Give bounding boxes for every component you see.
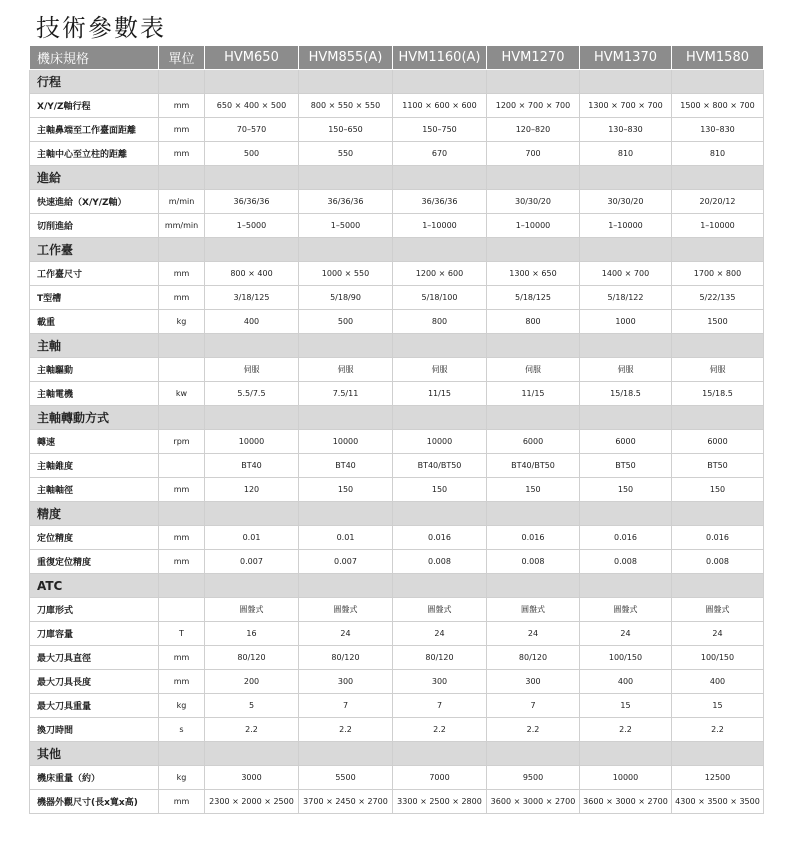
category-cell: [299, 166, 393, 190]
spec-value: 5: [205, 694, 299, 718]
spec-label: 轉速: [30, 430, 159, 454]
category-cell: [205, 406, 299, 430]
spec-value: 150: [580, 478, 672, 502]
category-label: 其他: [30, 742, 159, 766]
category-cell: [580, 70, 672, 94]
spec-label: 切削進給: [30, 214, 159, 238]
spec-unit: mm: [159, 646, 205, 670]
spec-value: 800: [487, 310, 580, 334]
spec-value: 2.2: [580, 718, 672, 742]
spec-unit: [159, 358, 205, 382]
spec-value: 400: [580, 670, 672, 694]
category-cell: [393, 502, 487, 526]
spec-value: 7000: [393, 766, 487, 790]
spec-value: 6000: [487, 430, 580, 454]
spec-value: 1100 × 600 × 600: [393, 94, 487, 118]
spec-unit: kw: [159, 382, 205, 406]
spec-value: 0.016: [487, 526, 580, 550]
category-cell: [393, 166, 487, 190]
spec-value: 24: [299, 622, 393, 646]
spec-label: 換刀時間: [30, 718, 159, 742]
spec-value: 0.01: [205, 526, 299, 550]
spec-value: 6000: [672, 430, 764, 454]
category-cell: [299, 70, 393, 94]
spec-label: 刀庫容量: [30, 622, 159, 646]
spec-value: 150: [672, 478, 764, 502]
category-cell: [580, 166, 672, 190]
spec-value: 800 × 400: [205, 262, 299, 286]
category-cell: [580, 742, 672, 766]
spec-value: 11/15: [487, 382, 580, 406]
table-body: [30, 70, 764, 814]
table-row: [30, 118, 764, 142]
spec-value: 24: [393, 622, 487, 646]
category-row: [30, 574, 764, 598]
spec-label: 主軸錐度: [30, 454, 159, 478]
spec-value: 650 × 400 × 500: [205, 94, 299, 118]
spec-value: 圓盤式: [580, 598, 672, 622]
category-cell: [393, 742, 487, 766]
table-row: [30, 142, 764, 166]
spec-value: 0.008: [672, 550, 764, 574]
spec-value: 5/18/122: [580, 286, 672, 310]
spec-label: T型槽: [30, 286, 159, 310]
spec-label: 重復定位精度: [30, 550, 159, 574]
category-cell: [487, 334, 580, 358]
category-cell: [299, 406, 393, 430]
spec-value: 670: [393, 142, 487, 166]
table-row: [30, 358, 764, 382]
spec-value: 伺服: [393, 358, 487, 382]
spec-value: 5/18/125: [487, 286, 580, 310]
category-cell: [159, 502, 205, 526]
category-cell: [672, 70, 764, 94]
spec-value: 400: [205, 310, 299, 334]
spec-value: 150–750: [393, 118, 487, 142]
spec-value: 1–10000: [393, 214, 487, 238]
spec-value: 圓盤式: [393, 598, 487, 622]
spec-value: 9500: [487, 766, 580, 790]
category-row: [30, 502, 764, 526]
spec-label: 最大刀具直徑: [30, 646, 159, 670]
spec-value: 0.016: [580, 526, 672, 550]
spec-value: 120: [205, 478, 299, 502]
spec-value: 6000: [580, 430, 672, 454]
spec-value: BT50: [580, 454, 672, 478]
spec-value: 30/30/20: [580, 190, 672, 214]
category-cell: [487, 574, 580, 598]
header-model: HVM1160(A): [393, 46, 487, 70]
spec-value: 36/36/36: [393, 190, 487, 214]
spec-unit: mm: [159, 526, 205, 550]
header-model: HVM650: [205, 46, 299, 70]
table-row: [30, 190, 764, 214]
category-cell: [672, 574, 764, 598]
spec-value: 24: [487, 622, 580, 646]
spec-unit: T: [159, 622, 205, 646]
category-row: [30, 406, 764, 430]
spec-value: 7: [487, 694, 580, 718]
spec-value: 0.016: [393, 526, 487, 550]
spec-value: 80/120: [205, 646, 299, 670]
spec-label: 最大刀具重量: [30, 694, 159, 718]
category-cell: [159, 574, 205, 598]
spec-unit: m/min: [159, 190, 205, 214]
spec-value: 500: [299, 310, 393, 334]
spec-unit: mm: [159, 118, 205, 142]
spec-value: 15/18.5: [580, 382, 672, 406]
spec-value: 1–5000: [299, 214, 393, 238]
header-model: HVM1270: [487, 46, 580, 70]
spec-value: BT40/BT50: [393, 454, 487, 478]
spec-label: 主軸鼻端至工作臺面距離: [30, 118, 159, 142]
category-cell: [159, 70, 205, 94]
spec-value: 15: [672, 694, 764, 718]
category-label: ATC: [30, 574, 159, 598]
spec-value: 伺服: [672, 358, 764, 382]
spec-value: 7: [393, 694, 487, 718]
spec-value: 1300 × 700 × 700: [580, 94, 672, 118]
table-row: [30, 622, 764, 646]
spec-label: 機床重量（約）: [30, 766, 159, 790]
spec-value: 1500 × 800 × 700: [672, 94, 764, 118]
category-row: [30, 334, 764, 358]
spec-unit: mm: [159, 790, 205, 814]
category-cell: [672, 166, 764, 190]
spec-value: 0.016: [672, 526, 764, 550]
spec-value: 15: [580, 694, 672, 718]
spec-value: 500: [205, 142, 299, 166]
spec-unit: mm: [159, 262, 205, 286]
spec-value: 30/30/20: [487, 190, 580, 214]
spec-value: BT40: [299, 454, 393, 478]
category-cell: [205, 70, 299, 94]
header-model: HVM855(A): [299, 46, 393, 70]
category-cell: [393, 406, 487, 430]
spec-value: 10000: [205, 430, 299, 454]
spec-unit: mm: [159, 142, 205, 166]
spec-value: 300: [299, 670, 393, 694]
spec-value: 2.2: [393, 718, 487, 742]
spec-value: 1200 × 600: [393, 262, 487, 286]
table-row: [30, 382, 764, 406]
spec-value: 150: [393, 478, 487, 502]
spec-value: 70–570: [205, 118, 299, 142]
spec-label: 機器外觀尺寸(長x寬x高): [30, 790, 159, 814]
category-cell: [205, 238, 299, 262]
spec-value: 300: [393, 670, 487, 694]
category-cell: [487, 742, 580, 766]
spec-value: BT40: [205, 454, 299, 478]
category-cell: [580, 334, 672, 358]
category-cell: [580, 406, 672, 430]
spec-value: 5/18/90: [299, 286, 393, 310]
header-model: HVM1370: [580, 46, 672, 70]
spec-value: 810: [672, 142, 764, 166]
spec-value: 3300 × 2500 × 2800: [393, 790, 487, 814]
spec-value: 7: [299, 694, 393, 718]
spec-label: 工作臺尺寸: [30, 262, 159, 286]
spec-value: 1–10000: [672, 214, 764, 238]
spec-value: 1700 × 800: [672, 262, 764, 286]
page-title: 技術參數表: [36, 14, 166, 42]
spec-unit: mm: [159, 94, 205, 118]
spec-value: 伺服: [299, 358, 393, 382]
category-cell: [393, 70, 487, 94]
spec-value: 0.007: [205, 550, 299, 574]
spec-value: 150: [487, 478, 580, 502]
spec-unit: [159, 454, 205, 478]
spec-value: 0.008: [487, 550, 580, 574]
spec-unit: mm/min: [159, 214, 205, 238]
category-cell: [580, 502, 672, 526]
table-row: [30, 262, 764, 286]
category-cell: [487, 502, 580, 526]
spec-value: 1000: [580, 310, 672, 334]
spec-value: 24: [580, 622, 672, 646]
spec-value: 圓盤式: [487, 598, 580, 622]
table-row: [30, 310, 764, 334]
category-cell: [159, 166, 205, 190]
spec-value: 200: [205, 670, 299, 694]
spec-value: 3600 × 3000 × 2700: [487, 790, 580, 814]
category-label: 精度: [30, 502, 159, 526]
spec-value: 100/150: [580, 646, 672, 670]
spec-value: 2.2: [672, 718, 764, 742]
spec-value: 2.2: [299, 718, 393, 742]
category-cell: [159, 742, 205, 766]
category-cell: [580, 574, 672, 598]
spec-value: 1500: [672, 310, 764, 334]
spec-value: 400: [672, 670, 764, 694]
table-row: [30, 694, 764, 718]
category-cell: [299, 238, 393, 262]
category-cell: [299, 334, 393, 358]
category-cell: [580, 238, 672, 262]
spec-value: 5500: [299, 766, 393, 790]
spec-value: 0.008: [580, 550, 672, 574]
spec-value: 800: [393, 310, 487, 334]
spec-value: 伺服: [580, 358, 672, 382]
category-cell: [299, 574, 393, 598]
spec-unit: mm: [159, 286, 205, 310]
category-row: [30, 238, 764, 262]
spec-label: 主軸中心至立柱的距離: [30, 142, 159, 166]
spec-value: 圓盤式: [205, 598, 299, 622]
spec-value: BT50: [672, 454, 764, 478]
spec-value: 圓盤式: [672, 598, 764, 622]
table-row: [30, 790, 764, 814]
category-cell: [393, 238, 487, 262]
table-row: [30, 526, 764, 550]
table-row: [30, 454, 764, 478]
category-cell: [205, 574, 299, 598]
category-cell: [672, 334, 764, 358]
category-cell: [487, 166, 580, 190]
category-label: 進給: [30, 166, 159, 190]
spec-value: 1–5000: [205, 214, 299, 238]
table-header-row: [30, 46, 764, 70]
category-cell: [487, 70, 580, 94]
category-cell: [299, 502, 393, 526]
spec-label: 主軸驅動: [30, 358, 159, 382]
spec-label: 主軸電機: [30, 382, 159, 406]
spec-unit: kg: [159, 310, 205, 334]
category-cell: [672, 238, 764, 262]
header-model: HVM1580: [672, 46, 764, 70]
category-cell: [159, 238, 205, 262]
spec-unit: mm: [159, 478, 205, 502]
spec-unit: [159, 598, 205, 622]
spec-label: 刀庫形式: [30, 598, 159, 622]
spec-value: 2300 × 2000 × 2500: [205, 790, 299, 814]
spec-value: 130–830: [672, 118, 764, 142]
spec-label: 快速進給（X/Y/Z軸）: [30, 190, 159, 214]
spec-value: 100/150: [672, 646, 764, 670]
category-label: 主軸轉動方式: [30, 406, 159, 430]
spec-value: 1000 × 550: [299, 262, 393, 286]
spec-value: 0.008: [393, 550, 487, 574]
spec-value: 7.5/11: [299, 382, 393, 406]
spec-value: 800 × 550 × 550: [299, 94, 393, 118]
category-cell: [487, 406, 580, 430]
spec-table: [29, 45, 764, 814]
spec-value: 1–10000: [487, 214, 580, 238]
category-cell: [159, 334, 205, 358]
spec-label: 最大刀具長度: [30, 670, 159, 694]
table-row: [30, 214, 764, 238]
spec-label: 定位精度: [30, 526, 159, 550]
table-row: [30, 598, 764, 622]
spec-unit: s: [159, 718, 205, 742]
spec-value: 15/18.5: [672, 382, 764, 406]
spec-label: 主軸軸徑: [30, 478, 159, 502]
spec-unit: mm: [159, 670, 205, 694]
spec-value: 4300 × 3500 × 3500: [672, 790, 764, 814]
category-cell: [487, 238, 580, 262]
spec-value: 80/120: [487, 646, 580, 670]
spec-value: 1300 × 650: [487, 262, 580, 286]
spec-value: 3700 × 2450 × 2700: [299, 790, 393, 814]
spec-unit: kg: [159, 694, 205, 718]
spec-value: 80/120: [299, 646, 393, 670]
table-row: [30, 718, 764, 742]
category-cell: [393, 334, 487, 358]
category-cell: [672, 742, 764, 766]
category-cell: [205, 502, 299, 526]
table-row: [30, 646, 764, 670]
spec-value: 圓盤式: [299, 598, 393, 622]
spec-value: 130–830: [580, 118, 672, 142]
category-row: [30, 166, 764, 190]
spec-unit: mm: [159, 550, 205, 574]
spec-value: 550: [299, 142, 393, 166]
spec-value: 36/36/36: [205, 190, 299, 214]
category-cell: [672, 502, 764, 526]
header-unit: 單位: [159, 46, 205, 70]
spec-value: 5.5/7.5: [205, 382, 299, 406]
table-row: [30, 670, 764, 694]
header-spec-name: 機床規格: [30, 46, 159, 70]
category-row: [30, 70, 764, 94]
spec-label: X/Y/Z軸行程: [30, 94, 159, 118]
spec-value: 5/22/135: [672, 286, 764, 310]
category-cell: [159, 406, 205, 430]
spec-value: 伺服: [205, 358, 299, 382]
category-cell: [205, 334, 299, 358]
spec-value: 1400 × 700: [580, 262, 672, 286]
spec-value: 伺服: [487, 358, 580, 382]
table-row: [30, 286, 764, 310]
category-cell: [205, 742, 299, 766]
category-label: 行程: [30, 70, 159, 94]
spec-value: 16: [205, 622, 299, 646]
category-cell: [205, 166, 299, 190]
table-row: [30, 430, 764, 454]
spec-label: 載重: [30, 310, 159, 334]
spec-value: 36/36/36: [299, 190, 393, 214]
spec-value: 11/15: [393, 382, 487, 406]
spec-value: 24: [672, 622, 764, 646]
category-label: 主軸: [30, 334, 159, 358]
spec-value: 80/120: [393, 646, 487, 670]
category-label: 工作臺: [30, 238, 159, 262]
spec-value: 10000: [299, 430, 393, 454]
category-row: [30, 742, 764, 766]
spec-value: 5/18/100: [393, 286, 487, 310]
category-cell: [299, 742, 393, 766]
spec-value: 0.01: [299, 526, 393, 550]
spec-value: 810: [580, 142, 672, 166]
spec-value: 3600 × 3000 × 2700: [580, 790, 672, 814]
table-row: [30, 478, 764, 502]
spec-value: 10000: [393, 430, 487, 454]
spec-value: 120–820: [487, 118, 580, 142]
table-row: [30, 550, 764, 574]
category-cell: [393, 574, 487, 598]
spec-value: BT40/BT50: [487, 454, 580, 478]
table-row: [30, 766, 764, 790]
spec-value: 1200 × 700 × 700: [487, 94, 580, 118]
spec-value: 300: [487, 670, 580, 694]
spec-unit: rpm: [159, 430, 205, 454]
spec-value: 150–650: [299, 118, 393, 142]
spec-value: 700: [487, 142, 580, 166]
spec-value: 10000: [580, 766, 672, 790]
spec-unit: kg: [159, 766, 205, 790]
table-row: [30, 94, 764, 118]
spec-value: 12500: [672, 766, 764, 790]
spec-value: 3/18/125: [205, 286, 299, 310]
spec-value: 2.2: [205, 718, 299, 742]
spec-value: 150: [299, 478, 393, 502]
spec-value: 0.007: [299, 550, 393, 574]
spec-value: 3000: [205, 766, 299, 790]
spec-value: 2.2: [487, 718, 580, 742]
spec-value: 20/20/12: [672, 190, 764, 214]
spec-value: 1–10000: [580, 214, 672, 238]
category-cell: [672, 406, 764, 430]
